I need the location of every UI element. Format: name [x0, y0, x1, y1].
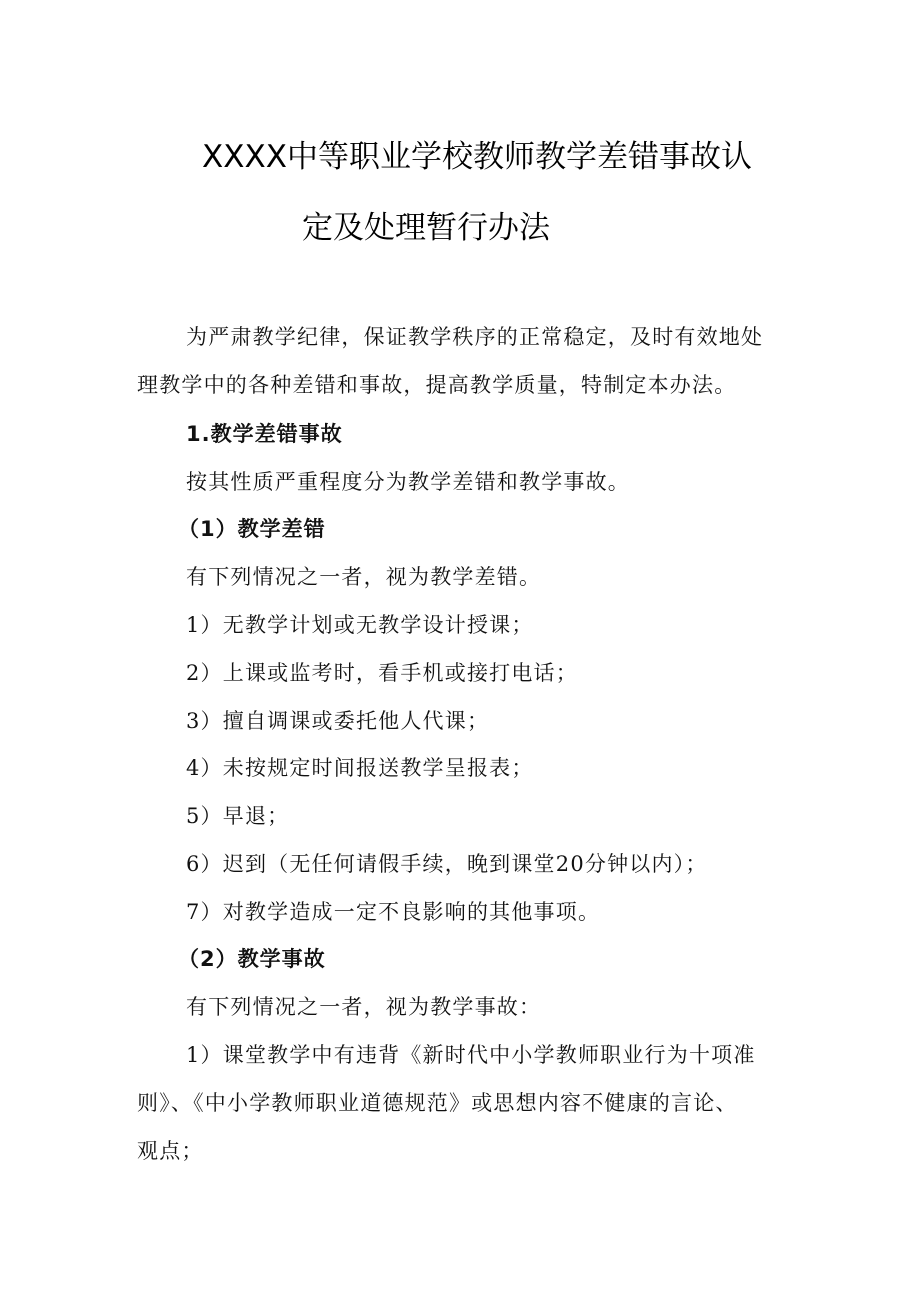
section-1-heading: 1.教学差错事故: [186, 422, 343, 446]
subsection-2-item-1-line-2: 则》、《中小学教师职业道德规范》或思想内容不健康的言论、: [137, 1091, 738, 1115]
subsection-2-intro: 有下列情况之一者，视为教学事故：: [186, 995, 542, 1019]
list-item: 1）无教学计划或无教学设计授课；: [186, 613, 534, 637]
subsection-2-heading: （2）教学事故: [178, 947, 326, 971]
list-item: 2）上课或监考时，看手机或接打电话；: [186, 661, 578, 685]
list-item: 3）擅自调课或委托他人代课；: [186, 709, 490, 733]
document-title-line-1: XXXX中等职业学校教师教学差错事故认: [202, 139, 752, 175]
document-title-line-2: 定及处理暂行办法: [302, 210, 550, 246]
subsection-2-item-1-line-1: 1）课堂教学中有违背《新时代中小学教师职业行为十项准: [186, 1043, 756, 1067]
intro-paragraph-line-1: 为严肃教学纪律，保证教学秩序的正常稳定，及时有效地处: [186, 325, 764, 349]
list-item: 6）迟到（无任何请假手续，晚到课堂20分钟以内）；: [186, 852, 708, 876]
list-item: 4）未按规定时间报送教学呈报表；: [186, 756, 534, 780]
list-item: 7）对教学造成一定不良影响的其他事项。: [186, 900, 601, 924]
intro-paragraph-line-2: 理教学中的各种差错和事故，提高教学质量，特制定本办法。: [137, 373, 737, 397]
list-item: 5）早退；: [186, 804, 290, 828]
subsection-1-intro: 有下列情况之一者，视为教学差错。: [186, 565, 542, 589]
subsection-2-item-1-line-3: 观点；: [137, 1139, 204, 1163]
subsection-1-heading: （1）教学差错: [178, 517, 326, 541]
section-1-text: 按其性质严重程度分为教学差错和教学事故。: [186, 470, 630, 494]
